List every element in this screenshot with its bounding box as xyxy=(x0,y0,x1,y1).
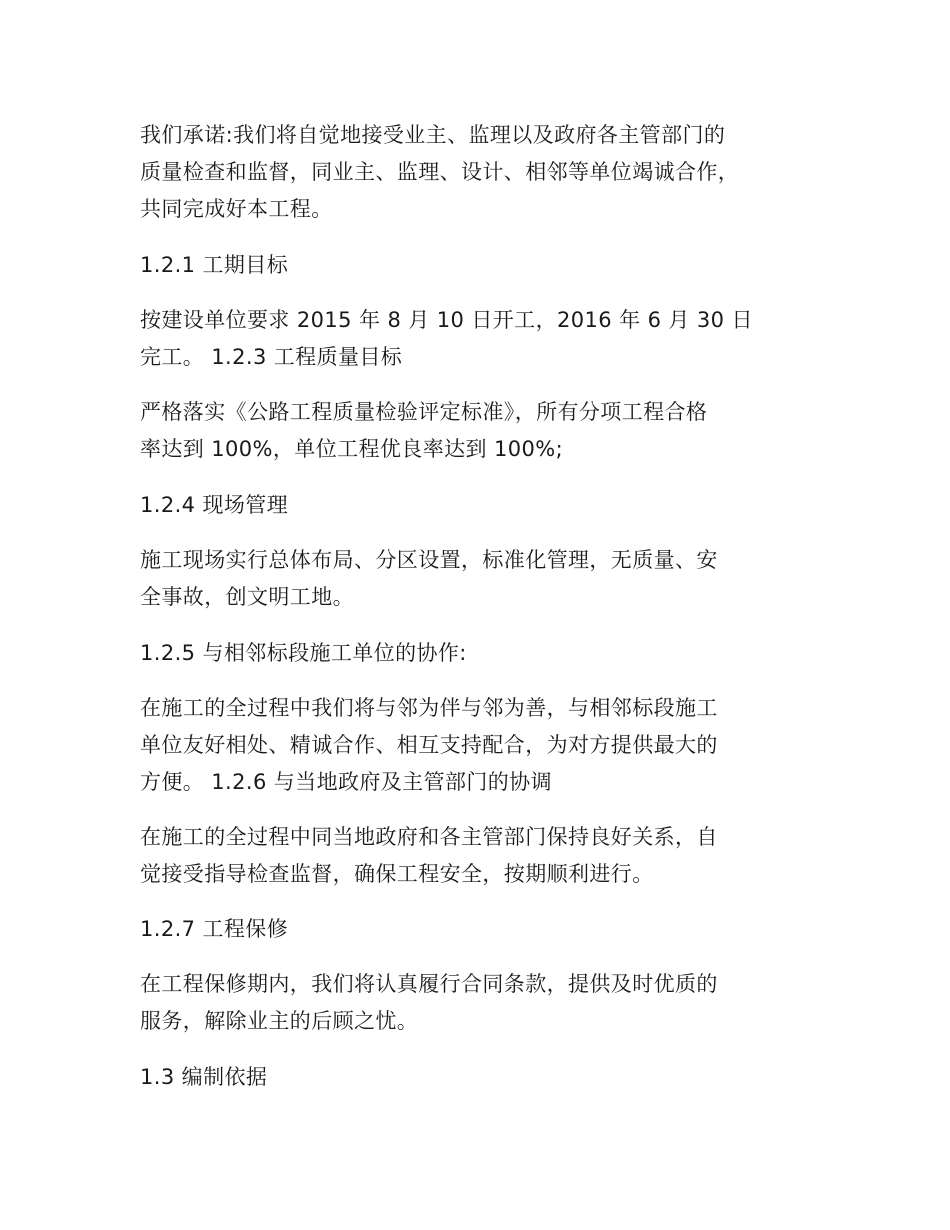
text-line: 我们承诺:我们将自觉地接受业主、监理以及政府各主管部门的 xyxy=(140,123,726,147)
paragraph-commitment xyxy=(140,117,820,228)
text-line: 在工程保修期内，我们将认真履行合同条款，提供及时优质的 xyxy=(140,972,718,996)
text-line: 全事故，创文明工地。 xyxy=(140,585,354,609)
heading-schedule-goal xyxy=(140,247,820,284)
paragraph-warranty xyxy=(140,966,820,1040)
heading-text: 1.2.7 工程保修 xyxy=(140,917,289,941)
text-line: 觉接受指导检查监督，确保工程安全，按期顺利进行。 xyxy=(140,862,654,886)
text-line: 在施工的全过程中我们将与邻为伴与邻为善，与相邻标段施工 xyxy=(140,696,718,720)
paragraph-quality xyxy=(140,394,820,468)
paragraph-schedule xyxy=(140,302,820,376)
text-line: 施工现场实行总体布局、分区设置，标准化管理，无质量、安 xyxy=(140,548,718,572)
heading-warranty xyxy=(140,911,820,948)
text-line: 单位友好相处、精诚合作、相互支持配合，为对方提供最大的 xyxy=(140,733,718,757)
heading-cooperation xyxy=(140,635,820,672)
heading-text: 1.3 编制依据 xyxy=(140,1065,268,1089)
heading-text: 1.2.4 现场管理 xyxy=(140,493,289,517)
text-line: 方便。 1.2.6 与当地政府及主管部门的协调 xyxy=(140,770,552,794)
text-line: 服务，解除业主的后顾之忧。 xyxy=(140,1009,419,1033)
heading-basis xyxy=(140,1059,820,1096)
text-line: 在施工的全过程中同当地政府和各主管部门保持良好关系，自 xyxy=(140,825,718,849)
text-line: 严格落实《公路工程质量检验评定标准》，所有分项工程合格 xyxy=(140,400,708,424)
heading-text: 1.2.5 与相邻标段施工单位的协作: xyxy=(140,641,467,665)
heading-text: 1.2.1 工期目标 xyxy=(140,253,289,277)
paragraph-cooperation xyxy=(140,690,820,801)
text-line: 按建设单位要求 2015 年 8 月 10 日开工，2016 年 6 月 30 日 xyxy=(140,308,753,332)
text-line: 质量检查和监督，同业主、监理、设计、相邻等单位竭诚合作， xyxy=(140,160,740,184)
paragraph-government xyxy=(140,819,820,893)
heading-site-management xyxy=(140,487,820,524)
paragraph-site-management xyxy=(140,542,820,616)
text-line: 完工。 1.2.3 工程质量目标 xyxy=(140,345,403,369)
text-line: 率达到 100%，单位工程优良率达到 100%; xyxy=(140,437,564,461)
text-line: 共同完成好本工程。 xyxy=(140,197,333,221)
